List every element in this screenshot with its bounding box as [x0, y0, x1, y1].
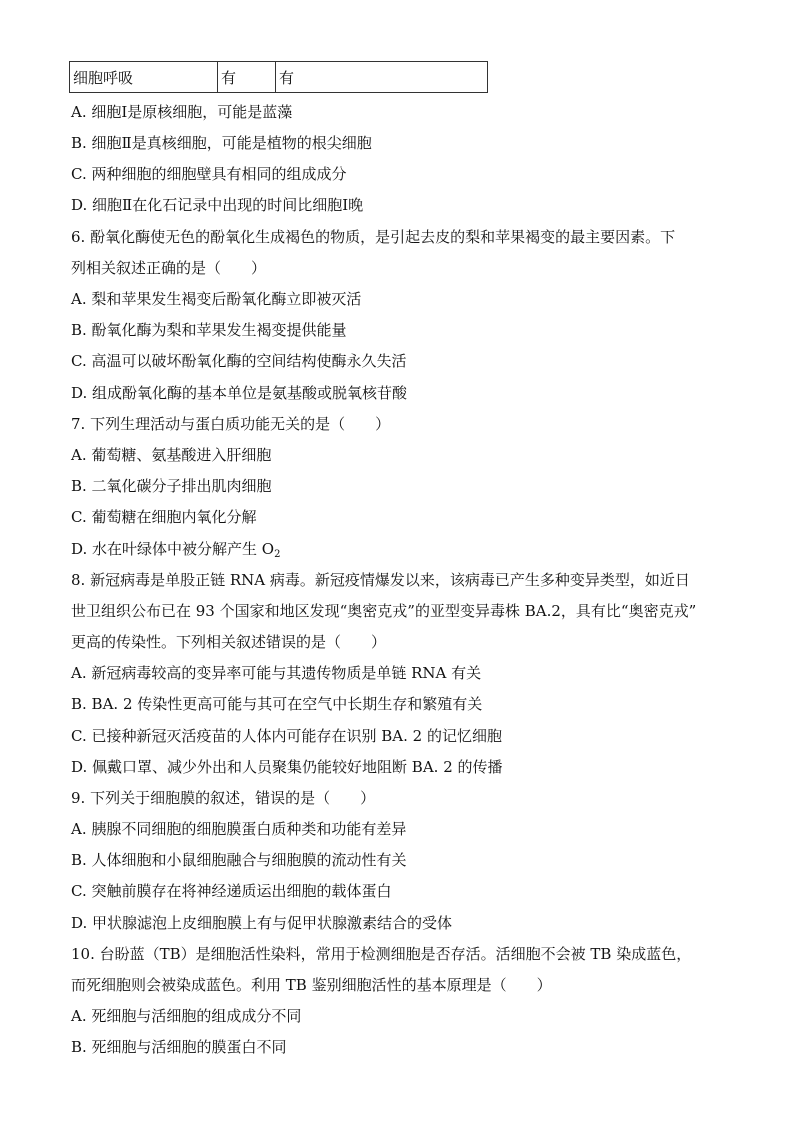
table-row	[70, 62, 488, 93]
q6-option-c: C. 高温可以破坏酚氧化酶的空间结构使酶永久失活	[71, 352, 407, 370]
q9-option-a: A. 胰腺不同细胞的细胞膜蛋白质种类和功能有差异	[71, 820, 407, 838]
q8-option-d: D. 佩戴口罩、减少外出和人员聚集仍能较好地阻断 BA. 2 的传播	[71, 758, 503, 776]
q8-option-c: C. 已接种新冠灭活疫苗的人体内可能存在识别 BA. 2 的记忆细胞	[71, 727, 502, 745]
q10-stem-line2: 而死细胞则会被染成蓝色。利用 TB 鉴别细胞活性的基本原理是（ ）	[71, 976, 552, 994]
q7-option-d	[71, 539, 280, 559]
q10-option-a: A. 死细胞与活细胞的组成成分不同	[71, 1007, 302, 1025]
q5-option-a: A. 细胞Ⅰ是原核细胞，可能是蓝藻	[71, 103, 293, 121]
q10-stem-line1: 10. 台盼蓝（TB）是细胞活性染料，常用于检测细胞是否存活。活细胞不会被 TB 染成蓝色，	[71, 945, 692, 963]
q7-option-c: C. 葡萄糖在细胞内氧化分解	[71, 508, 257, 526]
q6-option-d: D. 组成酚氧化酶的基本单位是氨基酸或脱氧核苷酸	[71, 384, 408, 402]
q6-stem-line2: 列相关叙述正确的是（ ）	[71, 259, 267, 277]
q5-option-c: C. 两种细胞的细胞壁具有相同的组成成分	[71, 165, 347, 183]
q7-option-a: A. 葡萄糖、氨基酸进入肝细胞	[71, 446, 272, 464]
q8-stem-line1: 8. 新冠病毒是单股正链 RNA 病毒。新冠疫情爆发以来，该病毒已产生多种变异类型，如近日	[71, 571, 690, 589]
subscript-2: 2	[274, 549, 281, 560]
q9-stem: 9. 下列关于细胞膜的叙述，错误的是（ ）	[71, 789, 376, 807]
comparison-table-fragment	[69, 61, 488, 93]
q8-option-b: B. BA. 2 传染性更高可能与其可在空气中长期生存和繁殖有关	[71, 695, 483, 713]
q8-stem-line3: 更高的传染性。下列相关叙述错误的是（ ）	[71, 633, 387, 651]
q7-stem: 7. 下列生理活动与蛋白质功能无关的是（ ）	[71, 415, 391, 433]
q10-option-b: B. 死细胞与活细胞的膜蛋白不同	[71, 1038, 287, 1056]
q7-option-b: B. 二氧化碳分子排出肌肉细胞	[71, 477, 272, 495]
table-cell: 细胞呼吸	[70, 62, 218, 93]
q6-option-b: B. 酚氧化酶为梨和苹果发生褐变提供能量	[71, 321, 347, 339]
q5-option-d: D. 细胞Ⅱ在化石记录中出现的时间比细胞Ⅰ晚	[71, 196, 364, 214]
q7-option-d-text: D. 水在叶绿体中被分解产生 O	[71, 540, 275, 558]
table-cell: 有	[218, 62, 276, 93]
q9-option-b: B. 人体细胞和小鼠细胞融合与细胞膜的流动性有关	[71, 851, 407, 869]
q9-option-c: C. 突触前膜存在将神经递质运出细胞的载体蛋白	[71, 882, 392, 900]
q8-option-a: A. 新冠病毒较高的变异率可能与其遗传物质是单链 RNA 有关	[71, 664, 482, 682]
table-cell: 有	[276, 62, 488, 93]
q9-option-d: D. 甲状腺滤泡上皮细胞膜上有与促甲状腺激素结合的受体	[71, 914, 453, 932]
q6-stem-line1: 6. 酚氧化酶使无色的酚氧化生成褐色的物质，是引起去皮的梨和苹果褐变的最主要因素。下	[71, 228, 676, 246]
q6-option-a: A. 梨和苹果发生褐变后酚氧化酶立即被灭活	[71, 290, 362, 308]
q5-option-b: B. 细胞Ⅱ是真核细胞，可能是植物的根尖细胞	[71, 134, 372, 152]
q8-stem-line2: 世卫组织公布已在 93 个国家和地区发现“奥密克戎”的亚型变异毒株 BA.2，具有比“奥密克戎”	[71, 602, 697, 620]
